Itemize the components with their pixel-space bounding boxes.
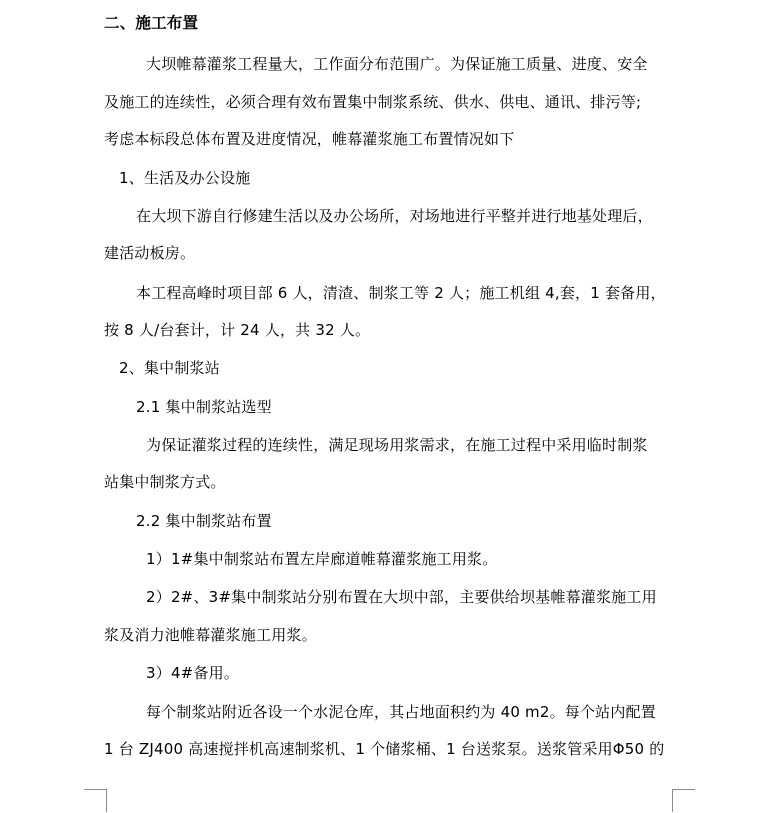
staffing-line-1: 本工程高峰时项目部 6 人，清渣、制浆工等 2 人；施工机组 4,套，1 套备用， xyxy=(136,284,666,302)
layout-item-1: 1）1#集中制浆站布置左岸廊道帷幕灌浆施工用浆。 xyxy=(146,550,498,568)
layout-item-2-line-1: 2）2#、3#集中制浆站分别布置在大坝中部，主要供给坝基帷幕灌浆施工用 xyxy=(146,588,657,606)
living-office-line-2: 建活动板房。 xyxy=(104,244,196,262)
layout-item-3: 3）4#备用。 xyxy=(146,664,240,682)
subsection-1-title: 1、生活及办公设施 xyxy=(119,169,251,187)
page-margin-corner-left xyxy=(84,789,107,812)
selection-line-1: 为保证灌浆过程的连续性，满足现场用浆需求，在施工过程中采用临时制浆 xyxy=(146,436,648,454)
page-margin-corner-right xyxy=(672,789,695,812)
intro-line-2: 及施工的连续性，必须合理有效布置集中制浆系统、供水、供电、通讯、排污等; xyxy=(104,93,642,111)
intro-line-1: 大坝帷幕灌浆工程量大，工作面分布范围广。为保证施工质量、进度、安全 xyxy=(146,55,648,73)
warehouse-line-2: 1 台 ZJ400 高速搅拌机高速制浆机、1 个储浆桶、1 台送浆泵。送浆管采用Φ50 的 xyxy=(104,740,665,758)
section-title: 二、施工布置 xyxy=(104,14,199,32)
subsection-2-2-title: 2.2 集中制浆站布置 xyxy=(136,512,272,530)
living-office-line-1: 在大坝下游自行修建生活以及办公场所，对场地进行平整并进行地基处理后， xyxy=(136,207,653,225)
intro-line-3: 考虑本标段总体布置及进度情况，帷幕灌浆施工布置情况如下 xyxy=(104,130,515,148)
subsection-2-1-title: 2.1 集中制浆站选型 xyxy=(136,398,272,416)
layout-item-2-line-2: 浆及消力池帷幕灌浆施工用浆。 xyxy=(104,626,317,644)
selection-line-2: 站集中制浆方式。 xyxy=(104,473,226,491)
subsection-2-title: 2、集中制浆站 xyxy=(119,359,220,377)
warehouse-line-1: 每个制浆站附近各设一个水泥仓库，其占地面积约为 40 m2。每个站内配置 xyxy=(146,703,656,721)
staffing-line-2: 按 8 人/台套计，计 24 人，共 32 人。 xyxy=(104,321,371,339)
